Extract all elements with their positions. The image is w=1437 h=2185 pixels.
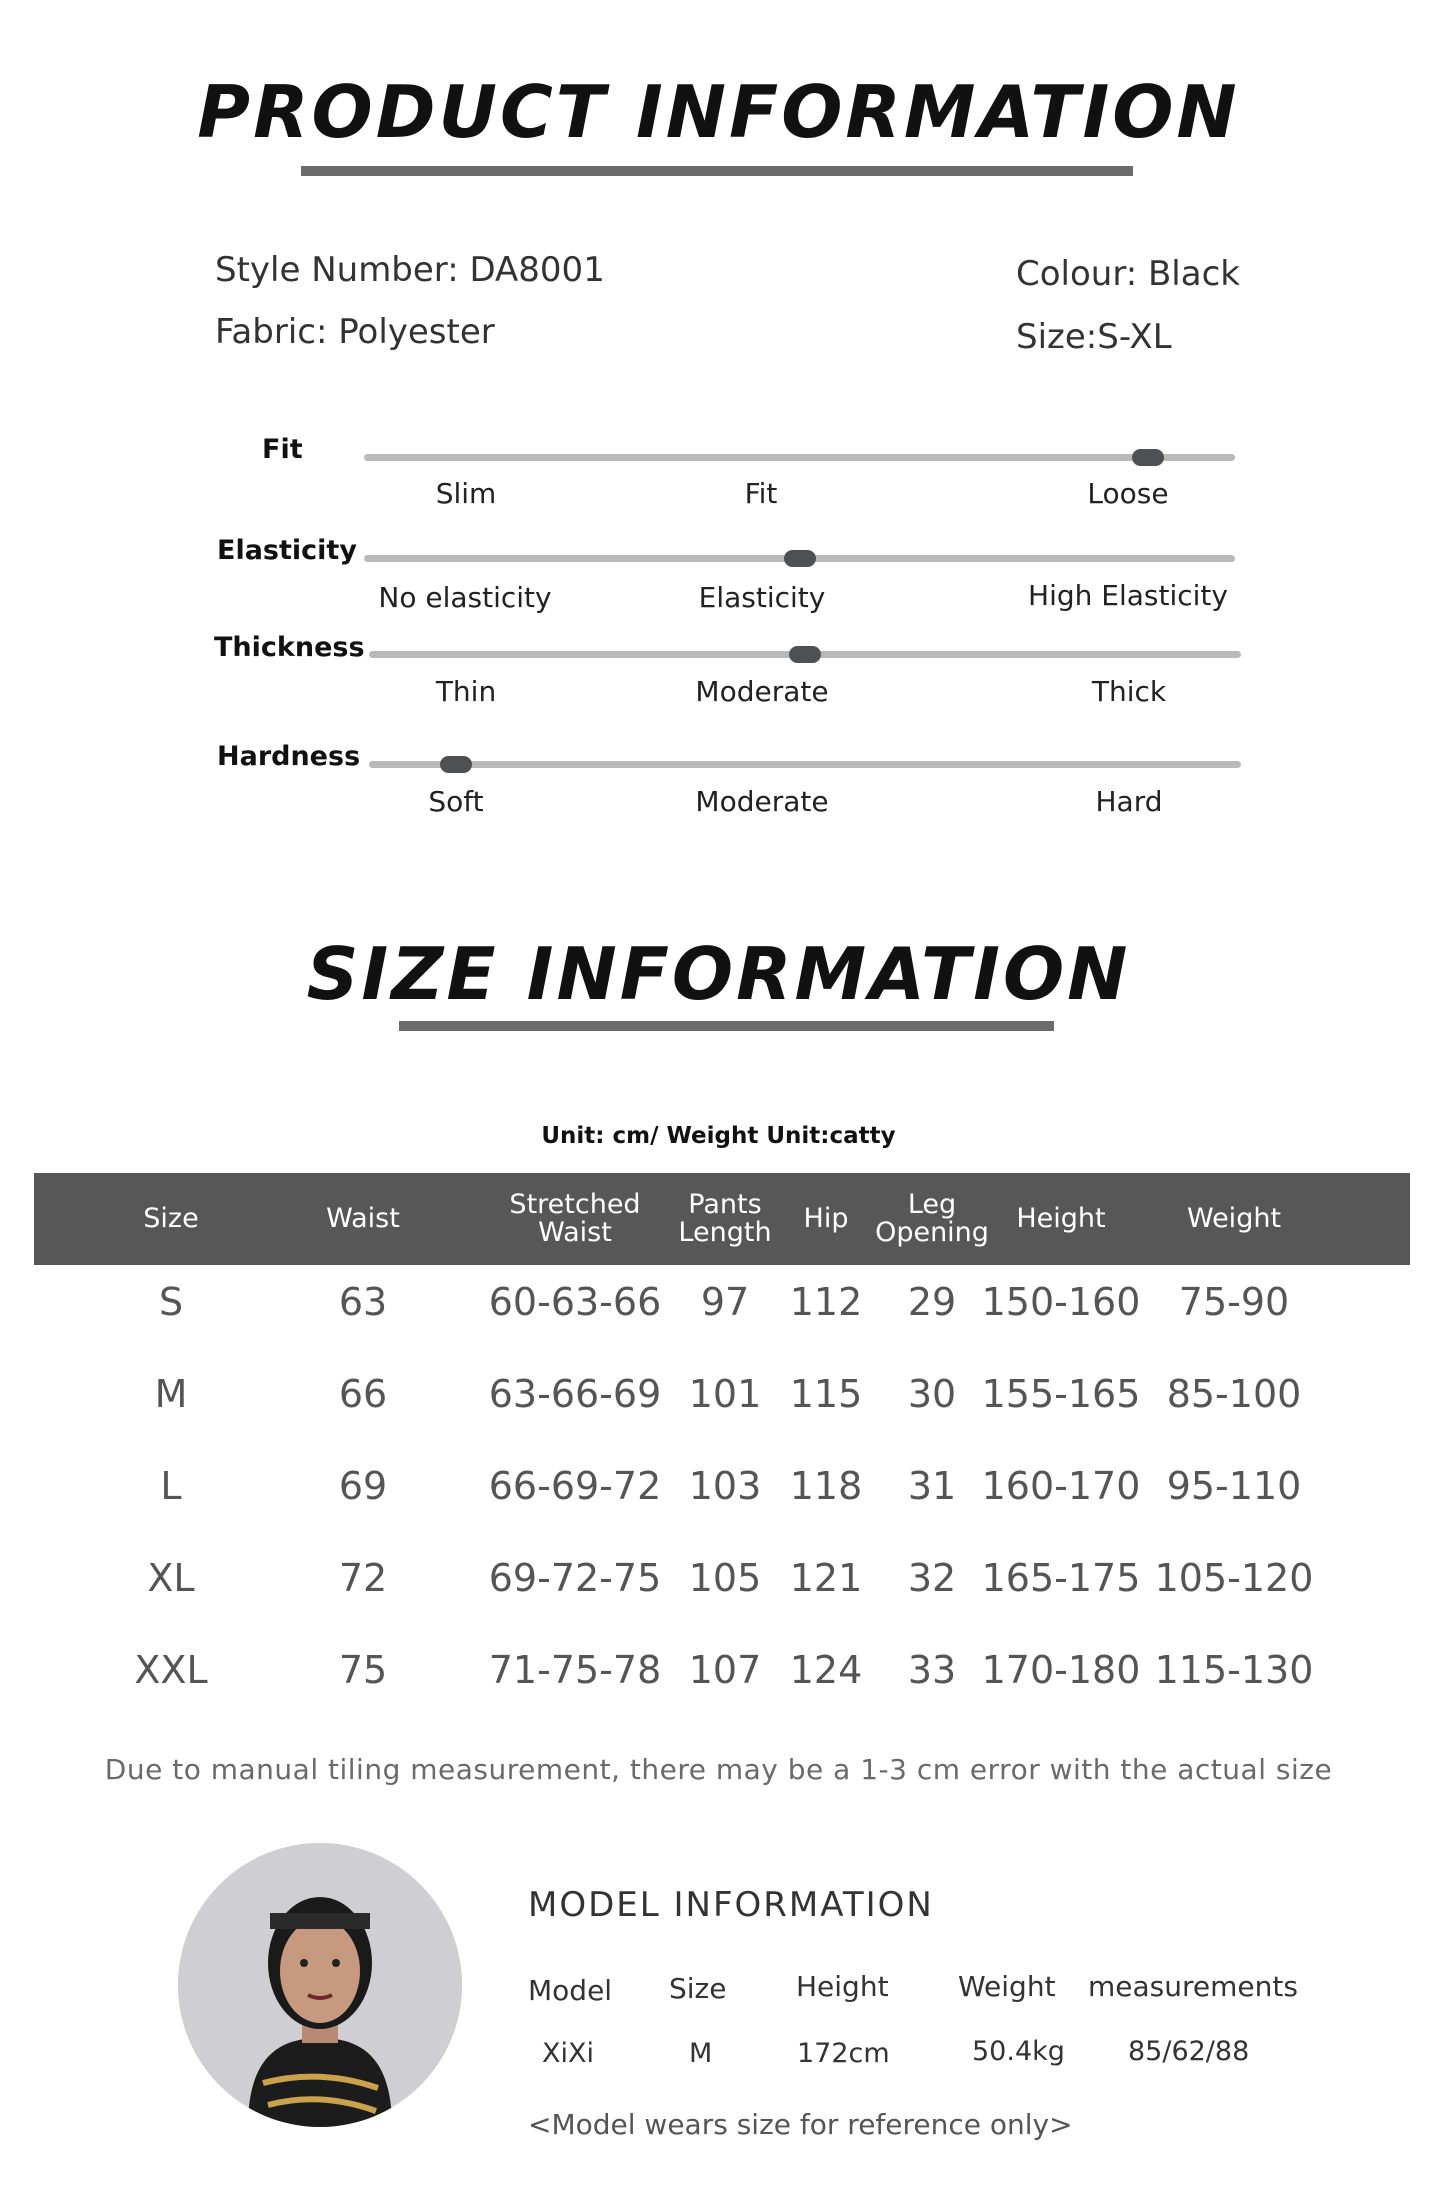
option-label: Fit	[744, 477, 778, 510]
colour: Colour: Black	[1016, 254, 1240, 294]
attribute-label: Thickness	[214, 632, 365, 663]
model-size: M	[689, 2038, 713, 2069]
table-cell: 69-72-75	[488, 1556, 662, 1600]
table-cell: 101	[688, 1372, 762, 1416]
table-cell: 31	[907, 1464, 957, 1508]
table-cell: 160-170	[981, 1464, 1141, 1508]
table-cell: 69	[338, 1464, 388, 1508]
model-measurements: 85/62/88	[1128, 2036, 1250, 2067]
table-header-cell: Waist	[326, 1203, 400, 1234]
slider-track	[369, 761, 1241, 768]
table-cell: 75-90	[1178, 1280, 1290, 1324]
model-info-title: MODEL INFORMATION	[528, 1885, 934, 1925]
table-cell: L	[160, 1464, 182, 1508]
table-cell: 103	[688, 1464, 762, 1508]
slider-knob	[1132, 449, 1164, 466]
table-cell: 155-165	[981, 1372, 1141, 1416]
model-height: 172cm	[797, 2038, 890, 2069]
table-cell: 97	[700, 1280, 750, 1324]
table-cell: 29	[907, 1280, 957, 1324]
size-range: Size:S-XL	[1016, 317, 1172, 357]
model-header-model: Model	[528, 1974, 613, 2007]
slider-track	[364, 454, 1235, 461]
size-info-title: SIZE INFORMATION	[306, 932, 1131, 1016]
option-label: Elasticity	[698, 581, 826, 614]
table-cell: 115-130	[1154, 1648, 1314, 1692]
table-cell: 63	[338, 1280, 388, 1324]
table-cell: 85-100	[1166, 1372, 1302, 1416]
table-cell: 72	[338, 1556, 388, 1600]
model-name: XiXi	[542, 2038, 594, 2069]
table-cell: 105	[688, 1556, 762, 1600]
option-label: Loose	[1087, 477, 1169, 510]
table-cell: 66-69-72	[488, 1464, 662, 1508]
attribute-label: Elasticity	[217, 535, 357, 566]
table-header-cell: Height	[1016, 1203, 1106, 1234]
unit-note: Unit: cm/ Weight Unit:catty	[541, 1123, 896, 1149]
table-header-cell: Leg Opening	[875, 1189, 989, 1248]
table-cell: XL	[147, 1556, 195, 1600]
fabric: Fabric: Polyester	[215, 312, 495, 352]
table-cell: 170-180	[981, 1648, 1141, 1692]
option-label: Thin	[435, 675, 497, 708]
option-label: High Elasticity	[1028, 579, 1228, 612]
title-underline	[399, 1021, 1054, 1031]
table-cell: 30	[907, 1372, 957, 1416]
model-header-size: Size	[669, 1972, 727, 2005]
model-header-weight: Weight	[958, 1970, 1056, 2003]
model-header-measurements: measurements	[1088, 1970, 1298, 2003]
table-cell: 124	[789, 1648, 863, 1692]
table-cell: 75	[338, 1648, 388, 1692]
measurement-disclaimer: Due to manual tiling measurement, there may be a 1-3 cm error with the actual size	[104, 1753, 1333, 1786]
table-cell: 60-63-66	[488, 1280, 662, 1324]
slider-knob	[784, 550, 816, 567]
option-label: Slim	[435, 477, 497, 510]
table-header-cell: Size	[143, 1203, 199, 1234]
table-cell: S	[158, 1280, 184, 1324]
table-cell: 32	[907, 1556, 957, 1600]
model-photo	[178, 1843, 462, 2127]
option-label: Moderate	[695, 785, 829, 818]
table-cell: 105-120	[1154, 1556, 1314, 1600]
table-cell: XXL	[134, 1648, 208, 1692]
table-cell: 66	[338, 1372, 388, 1416]
table-cell: 63-66-69	[488, 1372, 662, 1416]
table-cell: 71-75-78	[488, 1648, 662, 1692]
table-header-cell: Hip	[803, 1203, 849, 1234]
table-cell: 107	[688, 1648, 762, 1692]
slider-knob	[789, 646, 821, 663]
model-weight: 50.4kg	[972, 2036, 1065, 2067]
attribute-label: Hardness	[217, 741, 361, 772]
table-header-cell: Pants Length	[678, 1189, 772, 1248]
table-cell: 112	[789, 1280, 863, 1324]
model-header-height: Height	[796, 1970, 889, 2003]
title-underline	[301, 166, 1133, 176]
table-cell: 95-110	[1166, 1464, 1302, 1508]
style-number: Style Number: DA8001	[215, 250, 605, 290]
table-header-cell: Weight	[1186, 1203, 1282, 1234]
table-cell: 118	[789, 1464, 863, 1508]
option-label: No elasticity	[378, 581, 552, 614]
table-header-cell: Stretched Waist	[509, 1189, 641, 1248]
table-cell: 115	[789, 1372, 863, 1416]
table-cell: M	[154, 1372, 188, 1416]
table-cell: 150-160	[981, 1280, 1141, 1324]
option-label: Moderate	[695, 675, 829, 708]
attribute-label: Fit	[262, 434, 303, 465]
model-footnote: <Model wears size for reference only>	[528, 2108, 1073, 2141]
option-label: Thick	[1091, 675, 1167, 708]
product-info-title: PRODUCT INFORMATION	[197, 70, 1240, 154]
option-label: Hard	[1095, 785, 1163, 818]
table-cell: 121	[789, 1556, 863, 1600]
table-cell: 165-175	[981, 1556, 1141, 1600]
option-label: Soft	[428, 785, 484, 818]
slider-knob	[440, 756, 472, 773]
table-cell: 33	[907, 1648, 957, 1692]
